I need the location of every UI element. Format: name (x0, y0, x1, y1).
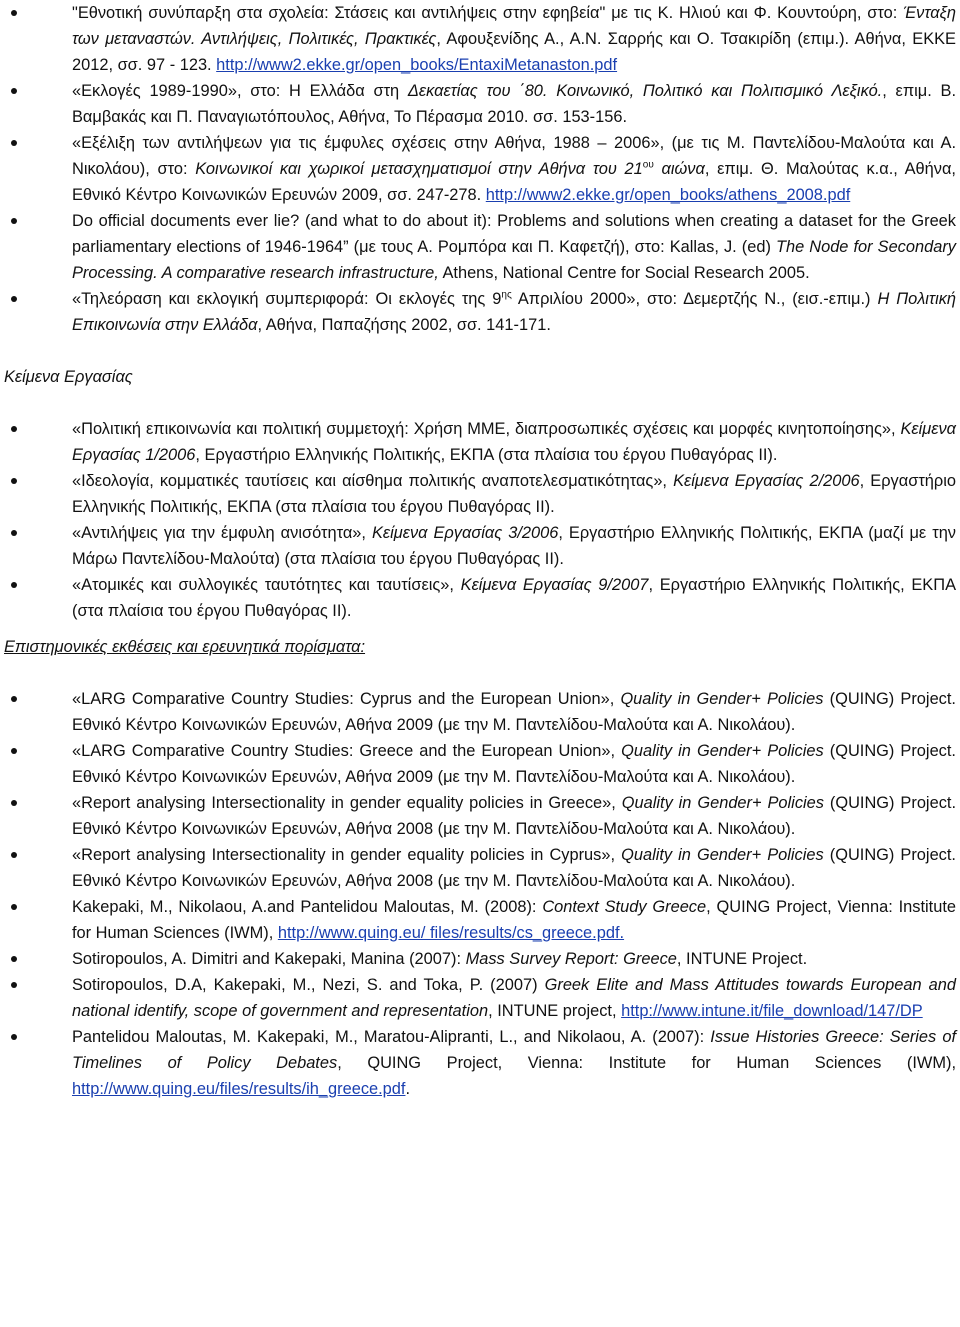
publication-link[interactable]: http://www.quing.eu/ files/results/cs_greece.pdf. (277, 924, 625, 942)
list-item (72, 842, 956, 894)
item-title: Κείμενα Εργασίας 3/2006 (371, 524, 559, 542)
list-item (72, 286, 956, 338)
item-text: «LARG Comparative Country Studies: Cyprus and the European Union», (72, 690, 621, 708)
list-item (72, 572, 956, 624)
item-title: Η Πολιτική Επικοινωνία στην Ελλάδα (72, 290, 956, 334)
item-text: , QUING Project, Vienna: Institute for Human Sciences (IWM), (72, 898, 956, 942)
item-title: αιώνα (653, 160, 705, 178)
item-text: , INTUNE Project. (676, 950, 808, 968)
item-text: (QUING) Project. Εθνικό Κέντρο Κοινωνικών Ερευνών, Αθήνα 2008 (με την Μ. Παντελίδου-Μαλούτα και Α. Νικολάου). (72, 846, 956, 890)
item-text: «Ατομικές και συλλογικές ταυτότητες και ταυτίσεις», (72, 576, 461, 594)
publication-link[interactable]: http://www.intune.it/file_download/147/DP (621, 1002, 923, 1020)
item-text: «Εκλογές 1989-1990», στο: Η Ελλάδα στη (72, 82, 408, 100)
item-title: Quality in Gender+ Policies (620, 690, 824, 708)
item-text: , Αθήνα, Παπαζήσης 2002, σσ. 141-171. (257, 316, 551, 334)
list-item (72, 1024, 956, 1102)
item-title: Quality in Gender+ Policies (621, 846, 824, 864)
list-item (72, 894, 956, 946)
item-text: "Εθνοτική συνύπαρξη στα σχολεία: Στάσεις και αντιλήψεις στην εφηβεία" με τις Κ. Ηλιού και Φ. Κουντούρη, στο: (72, 4, 904, 22)
item-text: Kakepaki, M., Nikolaou, A.and Pantelidou Maloutas, M. (2008): (72, 898, 543, 916)
item-title: Greek Elite and Mass Attitudes towards European and national identify, scope of government and representation (72, 976, 956, 1020)
item-text: , Εργαστήριο Ελληνικής Πολιτικής, ΕΚΠΑ (στα πλαίσια του έργου Πυθαγόρας ΙΙ). (72, 576, 957, 620)
item-title: Quality in Gender+ Policies (621, 742, 824, 760)
publication-link[interactable]: http://www2.ekke.gr/open_books/athens_2008.pdf (485, 186, 851, 204)
list-item (72, 972, 956, 1024)
item-title: Ένταξη των μεταναστών. Αντιλήψεις, Πολιτικές, Πρακτικές (72, 4, 956, 48)
publications-list (0, 0, 960, 338)
item-text: , Εργαστήριο Ελληνικής Πολιτικής, ΕΚΠΑ (στα πλαίσια του έργου Πυθαγόρας ΙΙ). (195, 446, 778, 464)
list-item (72, 790, 956, 842)
item-text: «Πολιτική επικοινωνία και πολιτική συμμετοχή: Χρήση ΜΜΕ, διαπροσωπικές σχέσεις και μορφές κινητοποίησης», (72, 420, 901, 438)
item-text: , Αφουξενίδης Α., Α.Ν. Σαρρής και Ο. Τσακιρίδη (επιμ.). Αθήνα, ΕΚΚΕ 2012, σσ. 97 - 123. (72, 30, 956, 74)
item-title: Context Study Greece (542, 898, 707, 916)
item-text: , επιμ. Β. Βαμβακάς και Π. Παναγιωτόπουλος, Αθήνα, Το Πέρασμα 2010. σσ. 153-156. (72, 82, 956, 126)
list-item (72, 946, 956, 972)
item-text: . (405, 1080, 411, 1098)
item-text: , INTUNE project, (488, 1002, 617, 1020)
publication-link[interactable]: http://www2.ekke.gr/open_books/EntaxiMetanaston.pdf (216, 56, 618, 74)
section-heading-working-papers: Κείμενα Εργασίας (4, 368, 133, 386)
item-title: Δεκαετίας του ΄80. Κοινωνικό, Πολιτικό και Πολιτισμικό Λεξικό. (407, 82, 883, 100)
superscript: ης (501, 289, 512, 301)
item-title: Κείμενα Εργασίας 2/2006 (673, 472, 860, 490)
item-text: Sotiropoulos, A. Dimitri and Kakepaki, Manina (2007): (72, 950, 466, 968)
publication-link[interactable]: http://www.quing.eu/files/results/ih_greece.pdf (72, 1080, 406, 1098)
item-text: Athens, National Centre for Social Research 2005. (438, 264, 810, 282)
item-text: , Εργαστήριο Ελληνικής Πολιτικής, ΕΚΠΑ (μαζί με την Μάρω Παντελίδου-Μαλούτα) (στα πλαίσια του έργου Πυθαγόρας ΙΙ). (72, 524, 957, 568)
item-text: (QUING) Project. Εθνικό Κέντρο Κοινωνικών Ερευνών, Αθήνα 2009 (με την Μ. Παντελίδου-Μαλούτα και Α. Νικολάου). (72, 690, 956, 734)
item-text: Pantelidou Maloutas, M. Kakepaki, M., Maratou-Alipranti, L., and Nikolaou, A. (2007): (72, 1028, 711, 1046)
list-item (72, 130, 956, 208)
item-text: «Τηλεόραση και εκλογική συμπεριφορά: Οι εκλογές της 9 (72, 290, 502, 308)
list-item (72, 738, 956, 790)
list-item (72, 208, 956, 286)
item-text: «Report analysing Intersectionality in gender equality policies in Cyprus», (72, 846, 622, 864)
item-text: (QUING) Project. Εθνικό Κέντρο Κοινωνικών Ερευνών, Αθήνα 2008 (με την Μ. Παντελίδου-Μαλούτα και Α. Νικολάου). (72, 794, 956, 838)
item-text: «Ιδεολογία, κομματικές ταυτίσεις και αίσθημα πολιτικής αναποτελεσματικότητας», (72, 472, 674, 490)
item-text: «Εξέλιξη των αντιλήψεων για τις έμφυλες σχέσεις στην Αθήνα, 1988 – 2006», (με τις Μ. Παντελίδου-Μαλούτα και Α. Νικολάου), στο: (72, 134, 956, 178)
list-item (72, 686, 956, 738)
reports-list (0, 686, 960, 1102)
list-item (72, 468, 956, 520)
item-text: «Report analysing Intersectionality in gender equality policies in Greece», (72, 794, 622, 812)
item-text: (QUING) Project. Εθνικό Κέντρο Κοινωνικών Ερευνών, Αθήνα 2009 (με την Μ. Παντελίδου-Μαλούτα και Α. Νικολάου). (72, 742, 956, 786)
item-text: Do official documents ever lie? (and what to do about it): Problems and solutions when creating a dataset for the Greek parliamentary elections of 1946-1964” (με τους Α. Ρομπόρα και Π. Καφετζή), στο: Kallas, J. (ed) (72, 212, 956, 256)
superscript: ου (642, 159, 654, 171)
item-title: Κοινωνικοί και χωρικοί μετασχηματισμοί στην Αθήνα του 21 (195, 160, 643, 178)
item-title: Quality in Gender+ Policies (621, 794, 824, 812)
item-text: «Αντιλήψεις για την έμφυλη ανισότητα», (72, 524, 372, 542)
item-title: Mass Survey Report: Greece (465, 950, 677, 968)
item-title: Issue Histories Greece: Series of Timelines of Policy Debates (72, 1028, 956, 1072)
item-title: The Node for Secondary Processing. A comparative research infrastructure, (72, 238, 956, 282)
item-text: «LARG Comparative Country Studies: Greece and the European Union», (72, 742, 622, 760)
list-item (72, 78, 956, 130)
list-item (72, 416, 956, 468)
item-title: Κείμενα Εργασίας 9/2007 (460, 576, 649, 594)
working-papers-list (0, 416, 960, 624)
list-item (72, 520, 956, 572)
section-heading-reports: Επιστημονικές εκθέσεις και ερευνητικά πορίσματα: (4, 638, 366, 656)
item-text: , Εργαστήριο Ελληνικής Πολιτικής, ΕΚΠΑ (στα πλαίσια του έργου Πυθαγόρας ΙΙ). (72, 472, 957, 516)
item-text: Απριλίου 2000», στο: Δεμερτζής Ν., (εισ.-επιμ.) (511, 290, 878, 308)
item-text: , QUING Project, Vienna: Institute for Human Sciences (IWM), (337, 1054, 957, 1072)
list-item (72, 0, 956, 78)
item-title: Κείμενα Εργασίας 1/2006 (72, 420, 956, 464)
item-text: Sotiropoulos, D.A, Kakepaki, M., Nezi, S. and Toka, P. (2007) (72, 976, 545, 994)
item-text: , επιμ. Θ. Μαλούτας κ.α., Αθήνα, Εθνικό Κέντρο Κοινωνικών Ερευνών 2009, σσ. 247-278. (72, 160, 956, 204)
